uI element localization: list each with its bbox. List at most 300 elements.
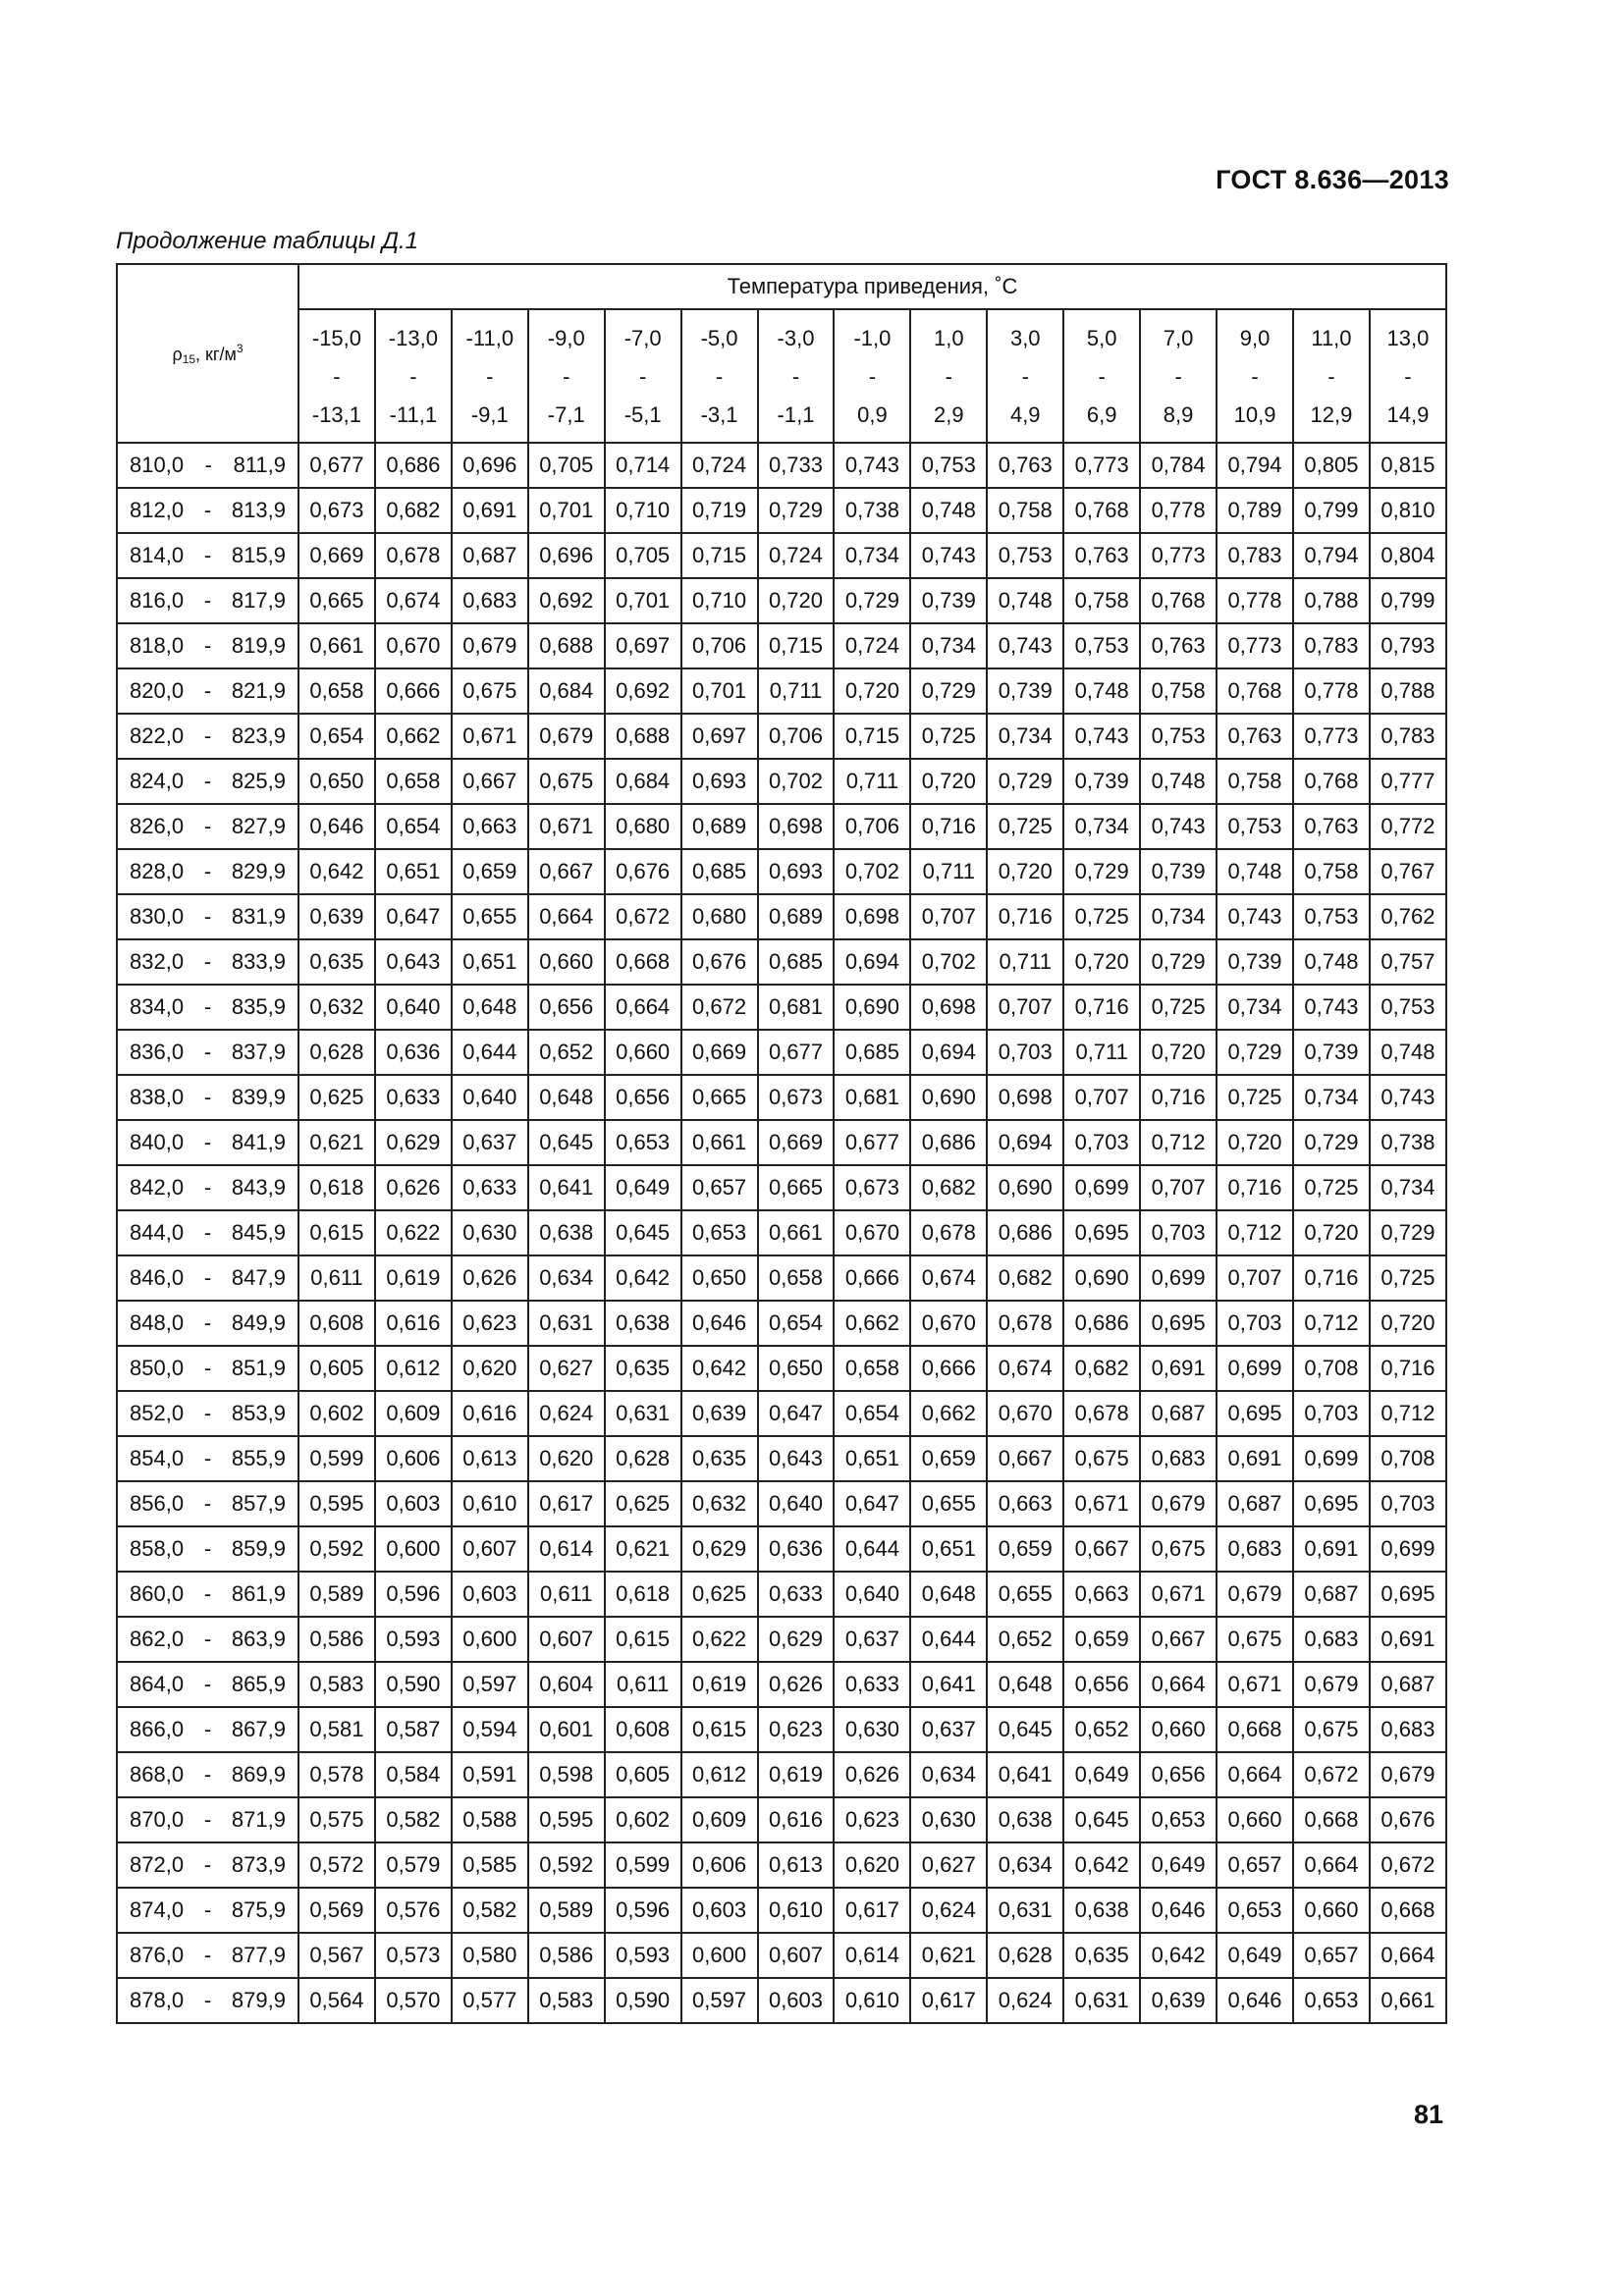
value-cell: 0,686 <box>1063 1301 1140 1346</box>
value-cell: 0,655 <box>987 1572 1063 1617</box>
value-cell: 0,651 <box>452 939 528 985</box>
value-cell: 0,645 <box>987 1707 1063 1752</box>
value-cell: 0,642 <box>298 849 375 894</box>
density-to: 851,9 <box>231 1356 286 1380</box>
value-cell: 0,671 <box>528 804 605 849</box>
table-row <box>117 443 1446 488</box>
value-cell: 0,805 <box>1293 443 1370 488</box>
value-cell: 0,679 <box>1293 1662 1370 1707</box>
density-from: 866,0 <box>130 1717 185 1741</box>
value-cell: 0,677 <box>834 1120 910 1165</box>
table-row <box>117 759 1446 804</box>
density-to: 843,9 <box>231 1175 286 1200</box>
value-cell: 0,647 <box>834 1481 910 1526</box>
value-cell: 0,762 <box>1370 894 1446 939</box>
density-dash: - <box>203 769 212 793</box>
value-cell: 0,649 <box>605 1165 681 1210</box>
value-cell: 0,611 <box>605 1662 681 1707</box>
value-cell: 0,753 <box>1217 804 1293 849</box>
value-cell: 0,654 <box>375 804 452 849</box>
density-range-cell <box>117 1752 298 1797</box>
density-dash: - <box>203 814 212 838</box>
value-cell: 0,653 <box>681 1210 758 1255</box>
value-cell: 0,607 <box>758 1933 835 1978</box>
temp-range-to: -11,1 <box>375 395 452 443</box>
density-dash: - <box>203 1988 212 2012</box>
value-cell: 0,681 <box>758 985 835 1030</box>
value-cell: 0,784 <box>1140 443 1217 488</box>
value-cell: 0,672 <box>605 894 681 939</box>
value-cell: 0,667 <box>452 759 528 804</box>
density-from: 822,0 <box>130 723 185 748</box>
value-cell: 0,734 <box>834 533 910 578</box>
value-cell: 0,589 <box>298 1572 375 1617</box>
value-cell: 0,626 <box>834 1752 910 1797</box>
value-cell: 0,679 <box>1217 1572 1293 1617</box>
density-from: 878,0 <box>130 1988 185 2012</box>
value-cell: 0,671 <box>452 714 528 759</box>
value-cell: 0,644 <box>834 1526 910 1572</box>
table-row <box>117 894 1446 939</box>
value-cell: 0,656 <box>1140 1752 1217 1797</box>
value-cell: 0,773 <box>1293 714 1370 759</box>
value-cell: 0,625 <box>681 1572 758 1617</box>
value-cell: 0,597 <box>681 1978 758 2023</box>
density-dash: - <box>203 1356 212 1380</box>
value-cell: 0,648 <box>528 1075 605 1120</box>
value-cell: 0,777 <box>1370 759 1446 804</box>
density-to: 835,9 <box>231 994 286 1019</box>
value-cell: 0,789 <box>1217 488 1293 533</box>
value-cell: 0,748 <box>1293 939 1370 985</box>
temp-range-from: -1,0 <box>834 309 910 359</box>
value-cell: 0,602 <box>605 1797 681 1842</box>
temp-range-dash: - <box>298 359 375 395</box>
value-cell: 0,734 <box>1140 894 1217 939</box>
conversion-table <box>116 263 1447 2024</box>
temp-range-to: -5,1 <box>605 395 681 443</box>
table-row <box>117 1120 1446 1165</box>
value-cell: 0,686 <box>375 443 452 488</box>
value-cell: 0,688 <box>528 623 605 668</box>
value-cell: 0,716 <box>1217 1165 1293 1210</box>
density-from: 850,0 <box>130 1356 185 1380</box>
density-range-cell <box>117 1842 298 1888</box>
table-row <box>117 1391 1446 1436</box>
density-from: 812,0 <box>130 498 185 522</box>
value-cell: 0,582 <box>452 1888 528 1933</box>
temp-range-to: 8,9 <box>1140 395 1217 443</box>
density-range-cell <box>117 1210 298 1255</box>
value-cell: 0,725 <box>1217 1075 1293 1120</box>
value-cell: 0,702 <box>834 849 910 894</box>
value-cell: 0,707 <box>1140 1165 1217 1210</box>
temp-range-to: 14,9 <box>1370 395 1446 443</box>
value-cell: 0,621 <box>298 1120 375 1165</box>
density-range-cell <box>117 1346 298 1391</box>
density-from: 840,0 <box>130 1130 185 1154</box>
value-cell: 0,653 <box>1140 1797 1217 1842</box>
value-cell: 0,729 <box>834 578 910 623</box>
value-cell: 0,794 <box>1293 533 1370 578</box>
value-cell: 0,656 <box>528 985 605 1030</box>
value-cell: 0,729 <box>1217 1030 1293 1075</box>
value-cell: 0,627 <box>910 1842 987 1888</box>
value-cell: 0,729 <box>758 488 835 533</box>
density-to: 813,9 <box>231 498 286 522</box>
value-cell: 0,712 <box>1217 1210 1293 1255</box>
table-row <box>117 1346 1446 1391</box>
value-cell: 0,757 <box>1370 939 1446 985</box>
value-cell: 0,648 <box>452 985 528 1030</box>
value-cell: 0,663 <box>1063 1572 1140 1617</box>
density-from: 856,0 <box>130 1491 185 1516</box>
density-to: 837,9 <box>231 1040 286 1064</box>
value-cell: 0,668 <box>1293 1797 1370 1842</box>
value-cell: 0,685 <box>681 849 758 894</box>
table-row <box>117 1797 1446 1842</box>
value-cell: 0,703 <box>987 1030 1063 1075</box>
value-cell: 0,763 <box>1063 533 1140 578</box>
table-row <box>117 533 1446 578</box>
value-cell: 0,569 <box>298 1888 375 1933</box>
value-cell: 0,720 <box>758 578 835 623</box>
density-from: 816,0 <box>130 588 185 613</box>
value-cell: 0,666 <box>834 1255 910 1301</box>
value-cell: 0,687 <box>452 533 528 578</box>
value-cell: 0,743 <box>910 533 987 578</box>
density-dash: - <box>203 1807 212 1832</box>
table-row <box>117 849 1446 894</box>
value-cell: 0,616 <box>758 1797 835 1842</box>
density-from: 814,0 <box>130 543 185 567</box>
density-to: 829,9 <box>231 859 286 883</box>
value-cell: 0,660 <box>605 1030 681 1075</box>
value-cell: 0,680 <box>605 804 681 849</box>
density-dash: - <box>203 1581 212 1606</box>
value-cell: 0,693 <box>681 759 758 804</box>
value-cell: 0,711 <box>758 668 835 714</box>
value-cell: 0,626 <box>758 1662 835 1707</box>
value-cell: 0,591 <box>452 1752 528 1797</box>
value-cell: 0,699 <box>1370 1526 1446 1572</box>
value-cell: 0,623 <box>452 1301 528 1346</box>
temp-range-to: 2,9 <box>910 395 987 443</box>
value-cell: 0,648 <box>987 1662 1063 1707</box>
value-cell: 0,758 <box>1217 759 1293 804</box>
value-cell: 0,679 <box>1370 1752 1446 1797</box>
value-cell: 0,678 <box>910 1210 987 1255</box>
density-dash: - <box>203 1401 212 1425</box>
value-cell: 0,670 <box>987 1391 1063 1436</box>
temp-range-to: -9,1 <box>452 395 528 443</box>
table-row <box>117 804 1446 849</box>
value-cell: 0,743 <box>1370 1075 1446 1120</box>
table-row <box>117 1526 1446 1572</box>
value-cell: 0,734 <box>910 623 987 668</box>
value-cell: 0,636 <box>375 1030 452 1075</box>
value-cell: 0,671 <box>1217 1662 1293 1707</box>
density-from: 844,0 <box>130 1220 185 1245</box>
value-cell: 0,720 <box>1293 1210 1370 1255</box>
temp-range-dash: - <box>452 359 528 395</box>
value-cell: 0,642 <box>681 1346 758 1391</box>
value-cell: 0,631 <box>528 1301 605 1346</box>
value-cell: 0,715 <box>681 533 758 578</box>
value-cell: 0,724 <box>834 623 910 668</box>
temp-range-dash: - <box>681 359 758 395</box>
value-cell: 0,649 <box>1217 1933 1293 1978</box>
density-from: 852,0 <box>130 1401 185 1425</box>
value-cell: 0,748 <box>1217 849 1293 894</box>
density-symbol: ρ <box>172 345 183 364</box>
value-cell: 0,773 <box>1140 533 1217 578</box>
value-cell: 0,660 <box>1293 1888 1370 1933</box>
value-cell: 0,586 <box>528 1933 605 1978</box>
density-to: 863,9 <box>231 1627 286 1651</box>
value-cell: 0,707 <box>1217 1255 1293 1301</box>
value-cell: 0,662 <box>910 1391 987 1436</box>
value-cell: 0,664 <box>1217 1752 1293 1797</box>
value-cell: 0,583 <box>528 1978 605 2023</box>
value-cell: 0,660 <box>1217 1797 1293 1842</box>
value-cell: 0,633 <box>834 1662 910 1707</box>
value-cell: 0,652 <box>1063 1707 1140 1752</box>
value-cell: 0,694 <box>910 1030 987 1075</box>
value-cell: 0,664 <box>1140 1662 1217 1707</box>
density-dash: - <box>203 588 212 613</box>
value-cell: 0,637 <box>910 1707 987 1752</box>
value-cell: 0,699 <box>1217 1346 1293 1391</box>
density-dash: - <box>203 1040 212 1064</box>
value-cell: 0,678 <box>987 1301 1063 1346</box>
value-cell: 0,753 <box>1293 894 1370 939</box>
value-cell: 0,716 <box>987 894 1063 939</box>
value-cell: 0,609 <box>681 1797 758 1842</box>
value-cell: 0,630 <box>452 1210 528 1255</box>
value-cell: 0,705 <box>528 443 605 488</box>
value-cell: 0,677 <box>758 1030 835 1075</box>
value-cell: 0,630 <box>834 1707 910 1752</box>
value-cell: 0,698 <box>758 804 835 849</box>
density-range-cell <box>117 1481 298 1526</box>
value-cell: 0,659 <box>1063 1617 1140 1662</box>
table-row <box>117 1301 1446 1346</box>
value-cell: 0,661 <box>681 1120 758 1165</box>
value-cell: 0,699 <box>1140 1255 1217 1301</box>
density-range-cell <box>117 443 298 488</box>
temp-range-from: 9,0 <box>1217 309 1293 359</box>
density-range-cell <box>117 1662 298 1707</box>
density-unit-power: 3 <box>236 342 244 355</box>
value-cell: 0,767 <box>1370 849 1446 894</box>
value-cell: 0,716 <box>1140 1075 1217 1120</box>
value-cell: 0,613 <box>758 1842 835 1888</box>
table-row <box>117 668 1446 714</box>
value-cell: 0,692 <box>528 578 605 623</box>
value-cell: 0,628 <box>298 1030 375 1075</box>
value-cell: 0,641 <box>987 1752 1063 1797</box>
value-cell: 0,605 <box>605 1752 681 1797</box>
value-cell: 0,652 <box>528 1030 605 1075</box>
value-cell: 0,720 <box>987 849 1063 894</box>
table-row <box>117 1707 1446 1752</box>
density-dash: - <box>203 949 212 974</box>
value-cell: 0,674 <box>910 1255 987 1301</box>
value-cell: 0,715 <box>758 623 835 668</box>
value-cell: 0,665 <box>758 1165 835 1210</box>
density-to: 869,9 <box>231 1762 286 1787</box>
value-cell: 0,734 <box>1063 804 1140 849</box>
density-to: 839,9 <box>231 1085 286 1109</box>
density-to: 819,9 <box>231 633 286 658</box>
value-cell: 0,698 <box>834 894 910 939</box>
value-cell: 0,640 <box>758 1481 835 1526</box>
value-cell: 0,638 <box>987 1797 1063 1842</box>
density-to: 815,9 <box>231 543 286 567</box>
value-cell: 0,703 <box>1217 1301 1293 1346</box>
value-cell: 0,600 <box>375 1526 452 1572</box>
value-cell: 0,600 <box>452 1617 528 1662</box>
density-to: 827,9 <box>231 814 286 838</box>
value-cell: 0,739 <box>1217 939 1293 985</box>
value-cell: 0,720 <box>910 759 987 804</box>
value-cell: 0,799 <box>1370 578 1446 623</box>
value-cell: 0,739 <box>1063 759 1140 804</box>
density-dash: - <box>203 1220 212 1245</box>
density-range-cell <box>117 1572 298 1617</box>
value-cell: 0,739 <box>1140 849 1217 894</box>
density-from: 864,0 <box>130 1672 185 1696</box>
density-range-cell <box>117 668 298 714</box>
value-cell: 0,696 <box>452 443 528 488</box>
value-cell: 0,703 <box>1370 1481 1446 1526</box>
value-cell: 0,601 <box>528 1707 605 1752</box>
value-cell: 0,658 <box>375 759 452 804</box>
value-cell: 0,657 <box>1217 1842 1293 1888</box>
value-cell: 0,603 <box>758 1978 835 2023</box>
value-cell: 0,695 <box>1063 1210 1140 1255</box>
value-cell: 0,768 <box>1140 578 1217 623</box>
density-from: 820,0 <box>130 678 185 703</box>
density-dash: - <box>203 1265 212 1290</box>
value-cell: 0,773 <box>1217 623 1293 668</box>
value-cell: 0,617 <box>528 1481 605 1526</box>
value-cell: 0,702 <box>758 759 835 804</box>
density-range-cell <box>117 1797 298 1842</box>
value-cell: 0,694 <box>987 1120 1063 1165</box>
value-cell: 0,673 <box>298 488 375 533</box>
density-range-cell <box>117 1933 298 1978</box>
value-cell: 0,753 <box>1370 985 1446 1030</box>
value-cell: 0,696 <box>528 533 605 578</box>
value-cell: 0,686 <box>910 1120 987 1165</box>
value-cell: 0,699 <box>1293 1436 1370 1481</box>
table-row <box>117 1842 1446 1888</box>
density-to: 873,9 <box>231 1852 286 1877</box>
value-cell: 0,676 <box>1370 1797 1446 1842</box>
temp-range-from: 3,0 <box>987 309 1063 359</box>
value-cell: 0,712 <box>1293 1301 1370 1346</box>
value-cell: 0,608 <box>605 1707 681 1752</box>
value-cell: 0,643 <box>758 1436 835 1481</box>
value-cell: 0,690 <box>910 1075 987 1120</box>
value-cell: 0,587 <box>375 1707 452 1752</box>
value-cell: 0,734 <box>1370 1165 1446 1210</box>
value-cell: 0,593 <box>605 1933 681 1978</box>
density-dash: - <box>203 723 212 748</box>
value-cell: 0,671 <box>1140 1572 1217 1617</box>
value-cell: 0,725 <box>910 714 987 759</box>
temp-range-to: 6,9 <box>1063 395 1140 443</box>
value-cell: 0,810 <box>1370 488 1446 533</box>
density-range-cell <box>117 1030 298 1075</box>
value-cell: 0,656 <box>605 1075 681 1120</box>
value-cell: 0,667 <box>987 1436 1063 1481</box>
value-cell: 0,671 <box>1063 1481 1140 1526</box>
value-cell: 0,763 <box>1293 804 1370 849</box>
value-cell: 0,706 <box>681 623 758 668</box>
density-to: 823,9 <box>231 723 286 748</box>
density-to: 875,9 <box>231 1897 286 1922</box>
value-cell: 0,642 <box>1063 1842 1140 1888</box>
value-cell: 0,634 <box>528 1255 605 1301</box>
temp-range-from: -15,0 <box>298 309 375 359</box>
density-dash: - <box>203 1852 212 1877</box>
density-dash: - <box>203 994 212 1019</box>
density-dash: - <box>203 1897 212 1922</box>
value-cell: 0,646 <box>298 804 375 849</box>
density-header <box>117 264 298 443</box>
temp-range-dash: - <box>1370 359 1446 395</box>
density-to: 833,9 <box>231 949 286 974</box>
value-cell: 0,685 <box>834 1030 910 1075</box>
value-cell: 0,748 <box>910 488 987 533</box>
value-cell: 0,646 <box>1217 1978 1293 2023</box>
table-row <box>117 714 1446 759</box>
value-cell: 0,596 <box>375 1572 452 1617</box>
value-cell: 0,739 <box>1293 1030 1370 1075</box>
value-cell: 0,657 <box>681 1165 758 1210</box>
value-cell: 0,634 <box>910 1752 987 1797</box>
temp-range-to: -7,1 <box>528 395 605 443</box>
value-cell: 0,675 <box>1217 1617 1293 1662</box>
value-cell: 0,712 <box>1140 1120 1217 1165</box>
density-from: 824,0 <box>130 769 185 793</box>
value-cell: 0,667 <box>1140 1617 1217 1662</box>
value-cell: 0,576 <box>375 1888 452 1933</box>
value-cell: 0,702 <box>910 939 987 985</box>
density-to: 849,9 <box>231 1310 286 1335</box>
value-cell: 0,625 <box>298 1075 375 1120</box>
density-from: 848,0 <box>130 1310 185 1335</box>
value-cell: 0,678 <box>375 533 452 578</box>
value-cell: 0,635 <box>1063 1933 1140 1978</box>
value-cell: 0,720 <box>1063 939 1140 985</box>
value-cell: 0,695 <box>1217 1391 1293 1436</box>
value-cell: 0,633 <box>758 1572 835 1617</box>
value-cell: 0,692 <box>605 668 681 714</box>
value-cell: 0,653 <box>1293 1978 1370 2023</box>
value-cell: 0,650 <box>681 1255 758 1301</box>
temp-range-to: 12,9 <box>1293 395 1370 443</box>
value-cell: 0,691 <box>1370 1617 1446 1662</box>
value-cell: 0,661 <box>758 1210 835 1255</box>
density-range-cell <box>117 533 298 578</box>
value-cell: 0,683 <box>1370 1707 1446 1752</box>
value-cell: 0,663 <box>452 804 528 849</box>
density-dash: - <box>203 678 212 703</box>
